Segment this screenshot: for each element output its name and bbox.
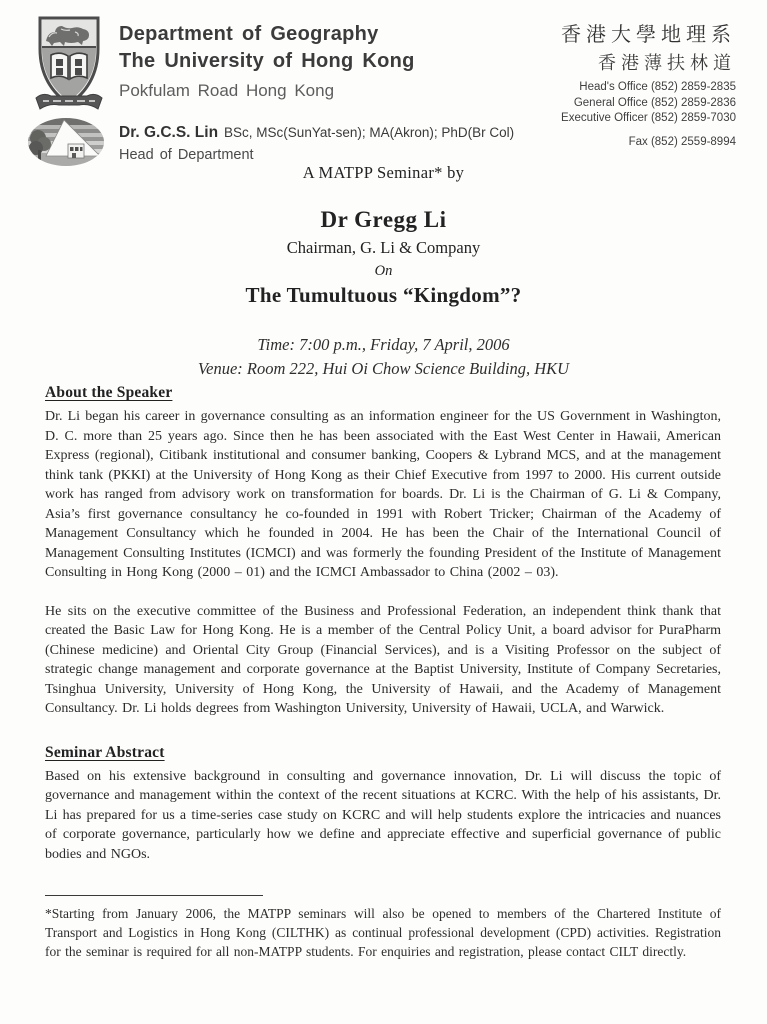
on-word: On [374, 263, 393, 279]
head-name: Dr. G.C.S. Lin [119, 124, 219, 141]
about-speaker-section [45, 384, 721, 719]
footnote-divider [45, 895, 263, 896]
head-of-department-block [119, 124, 514, 163]
document-body [45, 384, 721, 961]
fax-number: Fax (852) 2559-8994 [628, 135, 736, 148]
seminar-abstract-heading: Seminar Abstract [45, 743, 165, 761]
seminar-time: Time: 7:00 p.m., Friday, 7 April, 2006 [257, 335, 510, 354]
footnote-section [45, 895, 721, 961]
head-qualifications: BSc, MSc(SunYat-sen); MA(Akron); PhD(Br Col) [224, 125, 515, 140]
seminar-abstract-paragraph: Based on his extensive background in consulting and governance innovation, Dr. Li will discuss the topic of governance and management within the context of the recent situations at KCRC. With the help of his assistants, Dr. Li has prepared for us a time-series case study on KCRC and will help students explore the intricacies and nuances of corporate governance, particularly how we define and appreciate effective and superficial governance of public bodies and NGOs. [45, 768, 721, 862]
letterhead-address-block [119, 21, 415, 101]
general-office-phone: General Office (852) 2859-2836 [573, 96, 736, 109]
seminar-venue: Venue: Room 222, Hui Oi Chow Science Building, HKU [197, 359, 570, 378]
chinese-department-name: 香港大學地理系 [561, 24, 736, 46]
seminar-intro-line: A MATPP Seminar* by [302, 163, 465, 182]
about-speaker-paragraph-1: Dr. Li began his career in governance consulting as an information engineer for the US Government in Washington, D. C. more than 25 years ago. Since then he has been associated with the East West Center in Hawaii, American Express (regional), Citibank institutional and consumer banking, Coopers & Lybrand MCS, and at the management think tank (PKKI) at the University of Hong Kong as their Chief Executive from 1997 to 2000. His current outside work has ranged from advisory work on transformation for boards. Dr. Li is the Chairman of G. Li & Company, Asia’s first governance consultancy he co-founded in 1991 with Robert Tricker; Chairman of the Academy of Management Consultancy which he founded in 2004. He has been the Chair of the International Council of Management Consulting Institutes (ICMCI) and was formerly the founding President of the Institute of Management Consulting in Hong Kong (2000 – 01) and the ICMCI Ambassador to China (2002 – 03). [45, 409, 721, 580]
hku-crest-icon [33, 13, 105, 115]
footnote-text: *Starting from January 2006, the MATPP seminars will also be opened to members of the Chartered Institute of Transport and Logistics in Hong Kong (CILTHK) as continual professional development (CPD) activities. Registration for the seminar is required for all non-MATPP students. For enquiries and registration, please contact CILT directly. [45, 906, 721, 959]
office-phone-list [561, 80, 736, 127]
geography-dept-logo-icon [26, 116, 106, 168]
seminar-topic-title: The Tumultuous “Kingdom”? [245, 283, 522, 307]
about-speaker-heading: About the Speaker [45, 384, 173, 401]
speaker-role: Chairman, G. Li & Company [286, 238, 481, 257]
heads-office-phone: Head's Office (852) 2859-2835 [579, 81, 736, 93]
speaker-name: Dr Gregg Li [320, 207, 447, 232]
executive-officer-phone: Executive Officer (852) 2859-7030 [561, 112, 736, 124]
department-name: Department of Geography [119, 23, 379, 45]
street-address: Pokfulam Road Hong Kong [119, 81, 335, 100]
chinese-address: 香港薄扶林道 [598, 53, 736, 73]
letterhead-contact-block [561, 18, 736, 148]
seminar-announcement-block [0, 163, 767, 379]
head-name-line [119, 124, 514, 142]
university-name: The University of Hong Kong [119, 50, 415, 72]
head-title: Head of Department [119, 147, 254, 163]
seminar-abstract-section [45, 744, 721, 865]
about-speaker-paragraph-2: He sits on the executive committee of the Business and Professional Federation, an independent think thank that created the Basic Law for Hong Kong. He is a member of the Central Policy Unit, a board advisor for PuraPharm (Chinese medicine) and Oriental City Group (Financial Services), and is a Visiting Professor on the subject of strategic change management and corporate governance at the Baptist University, Institute of Company Secretaries, Tsinghua University, University of Hong Kong, the University of Hawaii, and the Academy of Management Consultancy. Dr. Li holds degrees from Washington University, University of Hawaii, UCLA, and Warwick. [45, 603, 721, 716]
